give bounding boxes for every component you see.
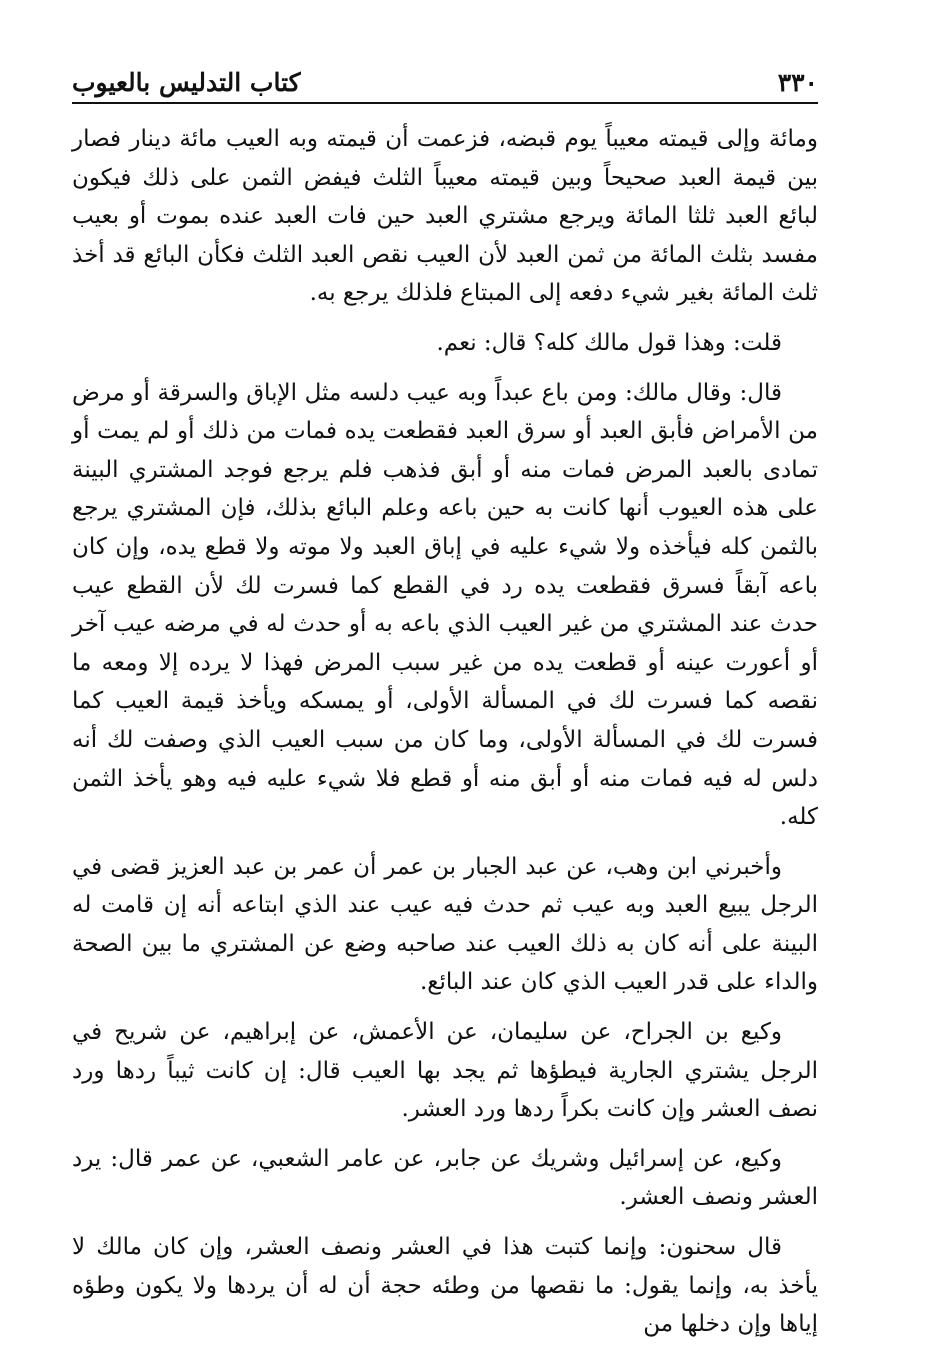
paragraph-2: قلت: وهذا قول مالك كله؟ قال: نعم. <box>436 329 782 356</box>
book-title: كتاب التدليس بالعيوب <box>72 68 301 97</box>
paragraph-1: ومائة وإلى قيمته معيباً يوم قبضه، فزعمت أن قيمته وبه العيب مائة دينار فصار بين قيمة العبد صحيحاً وبين قيمته معيباً الثلث فيفض الثمن على ذلك فيكون لبائع العبد ثلثا المائة ويرجع مشتري العبد حين فات العبد عنده بموت أو بعيب مفسد بثلث المائة من ثمن العبد لأن العيب نقص العبد الثلث فكأن البائع قد أخذ ثلث المائة بغير شيء دفعه إلى المبتاع فلذلك يرجع به. <box>72 126 818 307</box>
paragraph-7: قال سحنون: وإنما كتبت هذا في العشر ونصف العشر، وإن كان مالك لا يأخذ به، وإنما يقول: ما نقصها من وطئه حجة أن له أن يردها ولا يكون وطؤه إياها وإن دخلها من <box>72 1234 818 1338</box>
running-header <box>72 62 818 104</box>
paragraph-4: وأخبرني ابن وهب، عن عبد الجبار بن عمر أن عمر بن عبد العزيز قضى في الرجل يبيع العبد وبه عيب ثم حدث فيه عيب عند الذي ابتاعه أنه إن قامت له البينة على أنه كان به ذلك العيب عند صاحبه وضع عن المشتري ما بين الصحة والداء على قدر العيب الذي كان عند البائع. <box>72 853 818 996</box>
page-number: ٣٣٠ <box>777 68 818 97</box>
paragraph-3: قال: وقال مالك: ومن باع عبداً وبه عيب دلسه مثل الإباق والسرقة أو مرض من الأمراض فأبق العبد أو سرق العبد فقطعت يده فمات من ذلك أو لم يمت أو تمادى بالعبد المرض فمات منه أو أبق فذهب فلم يرجع فوجد المشتري البينة على هذه العيوب أنها كانت به حين باعه وعلم البائع بذلك، فإن المشتري يرجع بالثمن كله فيأخذه ولا شيء عليه في إباق العبد ولا موته ولا قطع يده، وإن كان باعه آبقاً فسرق فقطعت يده رد في القطع كما فسرت لك لأن القطع عيب حدث عند المشتري من غير العيب الذي باعه به أو حدث له في مرضه عيب آخر أو أعورت عينه أو قطعت يده من غير سبب المرض فهذا لا يرده إلا ومعه ما نقصه كما فسرت لك في المسألة الأولى، أو يمسكه ويأخذ قيمة العيب كما فسرت لك في المسألة الأولى، وما كان من سبب العيب الذي وصفت لك أنه دلس له فيه فمات منه أو أبق منه أو قطع فلا شيء عليه فيه وهو يأخذ الثمن كله. <box>72 379 818 831</box>
paragraph-5: وكيع بن الجراح، عن سليمان، عن الأعمش، عن إبراهيم، عن شريح في الرجل يشتري الجارية فيطؤها ثم يجد بها العيب قال: إن كانت ثيباً ردها ورد نصف العشر وإن كانت بكراً ردها ورد العشر. <box>72 1019 818 1123</box>
paragraph-6: وكيع، عن إسرائيل وشريك عن جابر، عن عامر الشعبي، عن عمر قال: يرد العشر ونصف العشر. <box>72 1145 818 1211</box>
header-divider <box>72 102 818 104</box>
body-text <box>72 120 818 1355</box>
